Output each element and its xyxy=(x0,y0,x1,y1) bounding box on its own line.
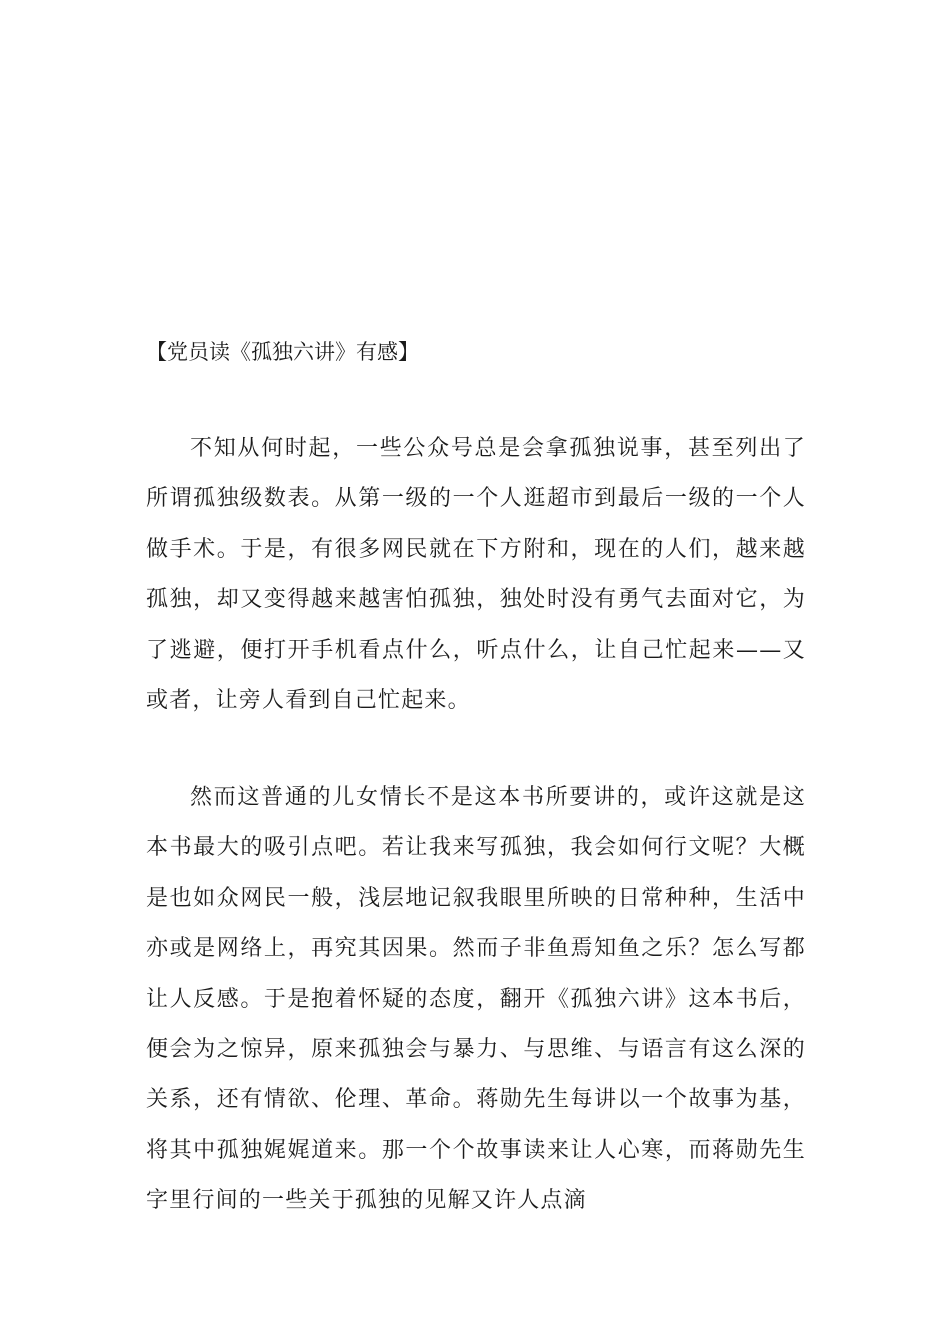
document-title: 【党员读《孤独六讲》有感】 xyxy=(146,340,419,364)
body-paragraph-2: 然而这普通的儿女情长不是这本书所要讲的，或许这就是这本书最大的吸引点吧。若让我来写孤独，我会如何行文呢？大概是也如众网民一般，浅层地记叙我眼里所映的日常种种，生活中亦或是网络上，再究其因果。然而子非鱼焉知鱼之乐？怎么写都让人反感。于是抱着怀疑的态度，翻开《孤独六讲》这本书后，便会为之惊异，原来孤独会与暴力、与思维、与语言有这么深的关系，还有情欲、伦理、革命。蒋勋先生每讲以一个故事为基，将其中孤独娓娓道来。那一个个故事读来让人心寒，而蒋勋先生字里行间的一些关于孤独的见解又许人点滴 xyxy=(146,785,806,1214)
body-paragraph-1: 不知从何时起，一些公众号总是会拿孤独说事，甚至列出了所谓孤独级数表。从第一级的一个人逛超市到最后一级的一个人做手术。于是，有很多网民就在下方附和，现在的人们，越来越孤独，却又变得越来越害怕孤独，独处时没有勇气去面对它，为了逃避，便打开手机看点什么，听点什么，让自己忙起来——又或者，让旁人看到自己忙起来。 xyxy=(146,436,806,714)
